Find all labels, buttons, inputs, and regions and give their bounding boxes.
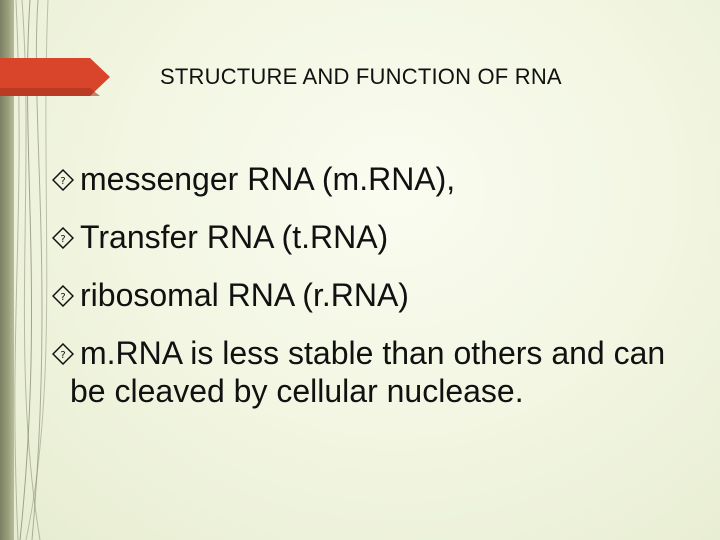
diamond-bullet-icon [52, 169, 74, 191]
bullet-text: messenger RNA (m.RNA), [80, 161, 456, 197]
svg-text:?: ? [60, 234, 66, 245]
bullet-item [50, 276, 690, 314]
title-accent-arrow [0, 58, 110, 96]
bullet-item [50, 160, 690, 198]
diamond-bullet-icon [52, 343, 74, 365]
diamond-bullet-icon [52, 227, 74, 249]
bullet-text: Transfer RNA (t.RNA) [80, 219, 389, 255]
svg-text:?: ? [60, 176, 66, 187]
slide-title: STRUCTURE AND FUNCTION OF RNA [160, 64, 562, 89]
bullet-text: m.RNA is less stable than others and can be cleaved by cellular nuclease. [70, 335, 666, 409]
svg-text:?: ? [60, 292, 66, 303]
bullet-item [50, 218, 690, 256]
svg-text:?: ? [60, 350, 66, 361]
bullet-text: ribosomal RNA (r.RNA) [80, 277, 409, 313]
bullet-list [50, 160, 690, 430]
diamond-bullet-icon [52, 285, 74, 307]
bullet-item [50, 334, 690, 410]
